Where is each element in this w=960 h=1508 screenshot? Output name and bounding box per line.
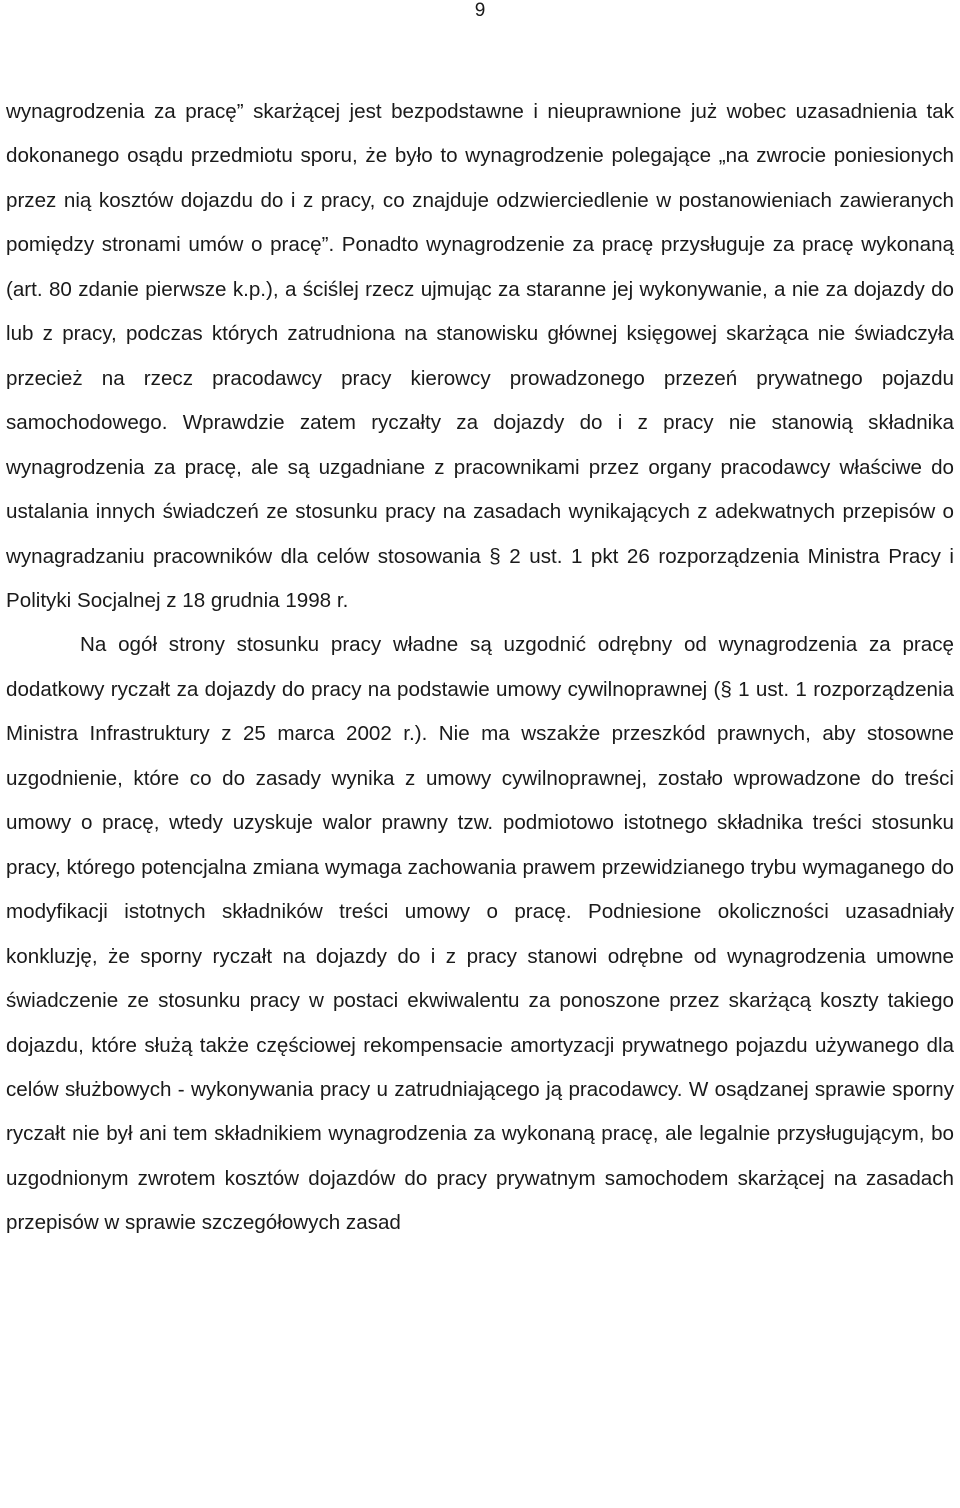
- paragraph-1: wynagrodzenia za pracę” skarżącej jest bezpodstawne i nieuprawnione już wobec uzasadnienia tak dokonanego osądu przedmiotu sporu, że było to wynagrodzenie polegające „na zwrocie poniesionych przez nią kosztów dojazdu do i z pracy, co znajduje odzwierciedlenie w postanowieniach zawieranych pomiędzy stronami umów o pracę”. Ponadto wynagrodzenie za pracę przysługuje za pracę wykonaną (art. 80 zdanie pierwsze k.p.), a ściślej rzecz ujmując za staranne jej wykonywanie, a nie za dojazdy do lub z pracy, podczas których zatrudniona na stanowisku głównej księgowej skarżąca nie świadczyła przecież na rzecz pracodawcy pracy kierowcy prowadzonego przezeń prywatnego pojazdu samochodowego. Wprawdzie zatem ryczałty za dojazdy do i z pracy nie stanowią składnika wynagrodzenia za pracę, ale są uzgadniane z pracownikami przez organy pracodawcy właściwe do ustalania innych świadczeń ze stosunku pracy na zasadach wynikających z adekwatnych przepisów o wynagradzaniu pracowników dla celów stosowania § 2 ust. 1 pkt 26 rozporządzenia Ministra Pracy i Polityki Socjalnej z 18 grudnia 1998 r.: [6, 100, 954, 612]
- document-body: [6, 90, 954, 1246]
- paragraph-2: Na ogół strony stosunku pracy władne są uzgodnić odrębny od wynagrodzenia za pracę dodatkowy ryczałt za dojazdy do pracy na podstawie umowy cywilnoprawnej (§ 1 ust. 1 rozporządzenia Ministra Infrastruktury z 25 marca 2002 r.). Nie ma wszakże przeszkód prawnych, aby stosowne uzgodnienie, które co do zasady wynika z umowy cywilnoprawnej, zostało wprowadzone do treści umowy o pracę, wtedy uzyskuje walor prawny tzw. podmiotowo istotnego składnika treści stosunku pracy, którego potencjalna zmiana wymaga zachowania prawem przewidzianego trybu wymaganego do modyfikacji istotnych składników treści umowy o pracę. Podniesione okoliczności uzasadniały konkluzję, że sporny ryczałt na dojazdy do i z pracy stanowi odrębne od wynagrodzenia umowne świadczenie ze stosunku pracy w postaci ekwiwalentu za ponoszone przez skarżącą koszty takiego dojazdu, które służą także częściowej rekompensacie amortyzacji prywatnego pojazdu używanego dla celów służbowych - wykonywania pracy u zatrudniającego ją pracodawcy. W osądzanej sprawie sporny ryczałt nie był ani tem składnikiem wynagrodzenia za wykonaną pracę, ale legalnie przysługującym, bo uzgodnionym zwrotem kosztów dojazdów do pracy prywatnym samochodem skarżącej na zasadach przepisów w sprawie szczegółowych zasad: [6, 633, 954, 1235]
- page-number: 9: [474, 0, 486, 21]
